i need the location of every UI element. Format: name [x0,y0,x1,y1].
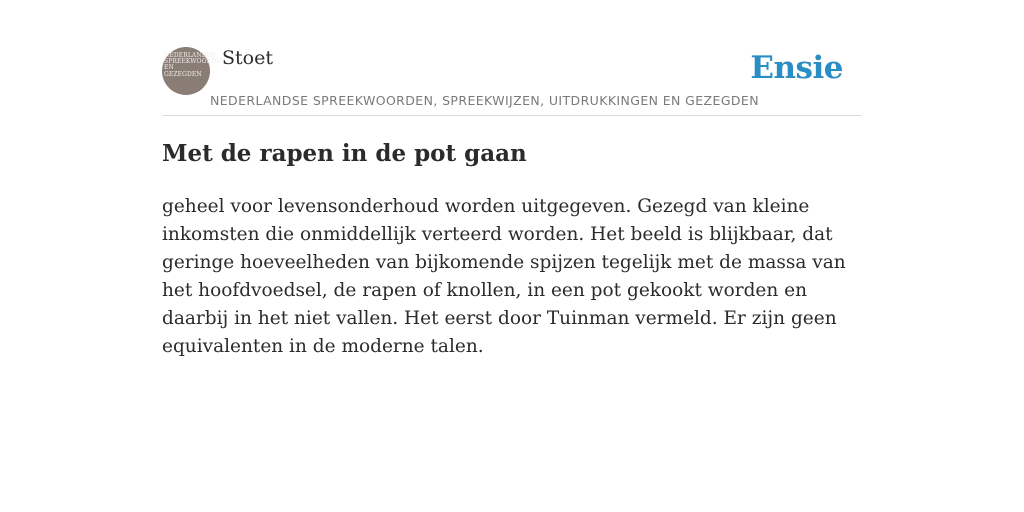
avatar-book-cover-text: NEDERLANDSE SPREEKWOORDEN EN GEZEGDEN [164,52,226,78]
source-subtitle: NEDERLANDSE SPREEKWOORDEN, SPREEKWIJZEN, UITDRUKKINGEN EN GEZEGDEN [210,93,759,108]
entry-title: Met de rapen in de pot gaan [162,140,527,167]
source-avatar[interactable] [162,47,226,95]
ensie-logo-link[interactable]: Ensie [750,50,843,86]
entry-body: geheel voor levensonderhoud worden uitgegeven. Gezegd van kleine inkomsten die onmiddellijk verteerd worden. Het beeld is blijkbaar, dat geringe hoeveelheden van bijkomende spijzen tegelijk met de massa van het hoofdvoedsel, de rapen of knollen, in een pot gekookt worden en daarbij in het niet vallen. Het eerst door Tuinman vermeld. Er zijn geen equivalenten in de moderne talen. [162,196,846,357]
source-name[interactable]: Stoet [222,47,273,69]
source-header [162,40,862,116]
